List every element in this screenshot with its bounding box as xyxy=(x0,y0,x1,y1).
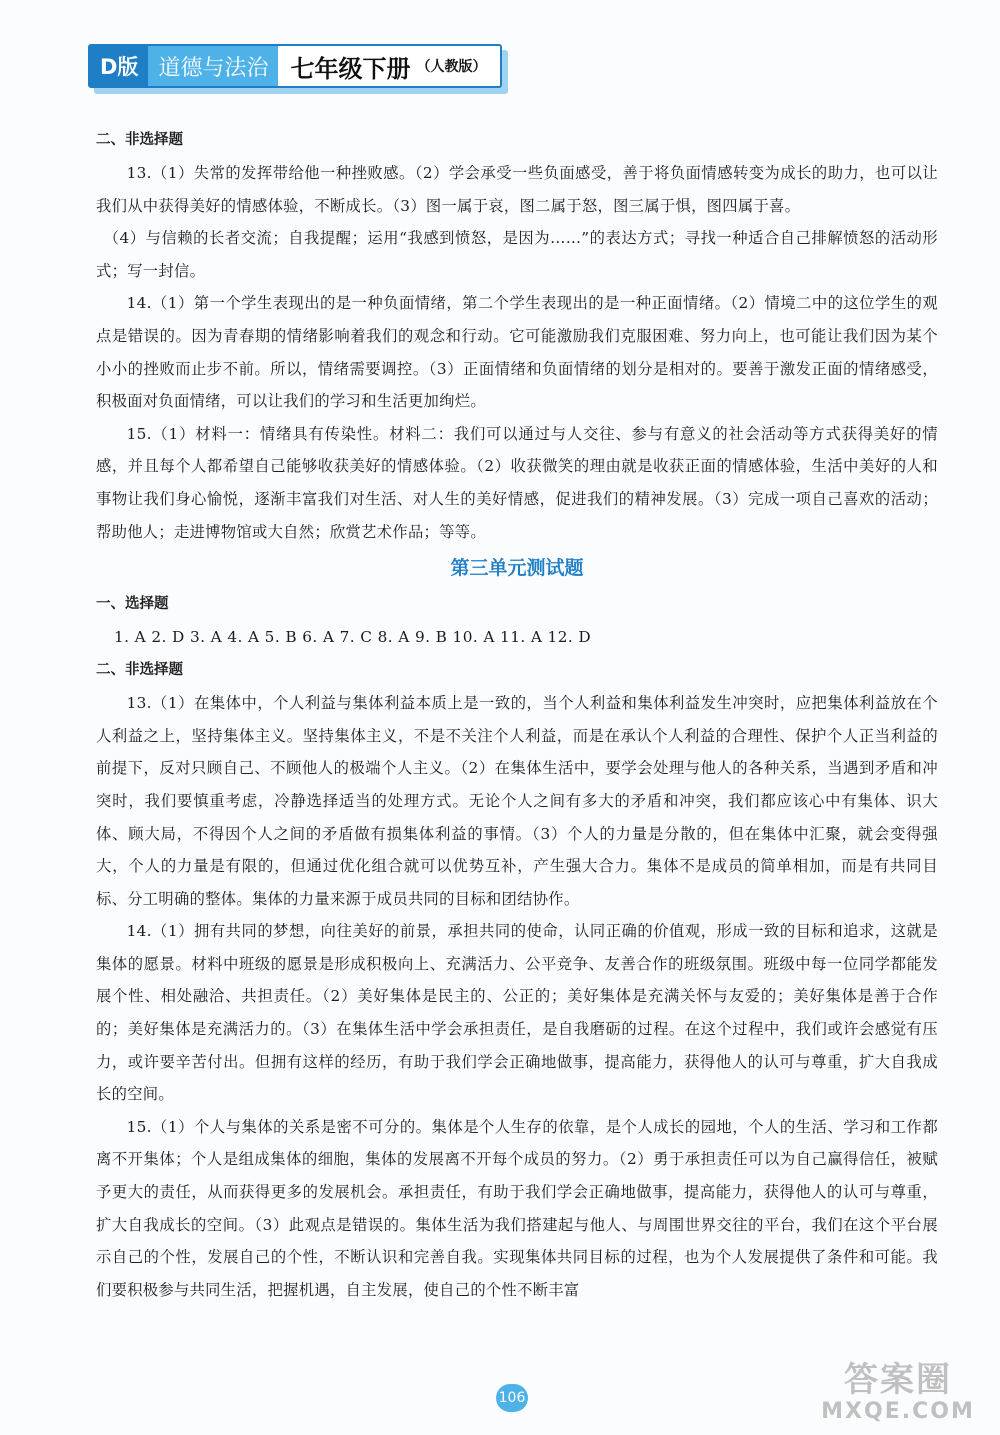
publisher-label: （人教版） xyxy=(416,59,487,75)
answer-paragraph: 14.（1）拥有共同的梦想，向往美好的前景，承担共同的使命，认同正确的价值观，形成一致的目标和追求，这就是集体的愿景。材料中班级的愿景是形成积极向上、充满活力、公平竞争、友善合作的班级氛围。班级中每一位同学都能发展个性、相处融洽、共担责任。（2）美好集体是民主的、公正的；美好集体是充满关怀与友爱的；美好集体是善于合作的；美好集体是充满活力的。（3）在集体生活中学会承担责任，是自我磨砺的过程。在这个过程中，我们或许会感觉有压力，或许要辛苦付出。但拥有这样的经历，有助于我们学会正确地做事，提高能力，获得他人的认可与尊重，扩大自我成长的空间。 xyxy=(96,922,938,1104)
answer-paragraph: 14.（1）第一个学生表现出的是一种负面情绪，第二个学生表现出的是一种正面情绪。（2）情境二中的这位学生的观点是错误的。因为青春期的情绪影响着我们的观念和行动。它可能激励我们克服困难、努力向上，也可能让我们因为某个小小的挫败而止步不前。所以，情绪需要调控。（3）正面情绪和负面情绪的划分是相对的。要善于激发正面的情绪感受，积极面对负面情绪，可以让我们的学习和生活更加绚烂。 xyxy=(96,294,938,411)
watermark-logo xyxy=(808,1360,988,1428)
section-heading-choice: 一、选择题 xyxy=(96,596,169,613)
watermark-text: 答案圈 xyxy=(844,1360,952,1400)
section-heading-non-choice-1: 二、非选择题 xyxy=(96,132,183,148)
answer-paragraph: 13.（1）在集体中，个人利益与集体利益本质上是一致的，当个人利益和集体利益发生冲突时，应把集体利益放在个人利益之上，坚持集体主义。坚持集体主义，不是不关注个人利益，而是在承认个人利益的合理性、保护个人正当利益的前提下，反对只顾自己、不顾他人的极端个人主义。（2）在集体生活中，要学会处理与他人的各种关系，当遇到矛盾和冲突时，我们要慎重考虑，冷静选择适当的处理方式。无论个人之间有多大的矛盾和冲突，我们都应该心中有集体、识大体、顾大局，不得因个人之间的矛盾做有损集体利益的事情。（3）个人的力量是分散的，但在集体中汇聚，就会变得强大，个人的力量是有限的，但通过优化组合就可以优势互补，产生强大合力。集体不是成员的简单相加，而是有共同目标、分工明确的整体。集体的力量来源于成员共同的目标和团结协作。 xyxy=(96,694,938,908)
answer-paragraph: 15.（1）材料一：情绪具有传染性。材料二：我们可以通过与人交往、参与有意义的社会活动等方式获得美好的情感，并且每个人都希望自己能够收获美好的情感体验。（2）收获微笑的理由就是收获正面的情感体验，生活中美好的人和事物让我们身心愉悦，逐渐丰富我们对生活、对人生的美好情感，促进我们的精神发展。（3）完成一项自己喜欢的活动；帮助他人；走进博物馆或大自然；欣赏艺术作品；等等。 xyxy=(96,424,938,541)
grade-title: 七年级下册 xyxy=(290,54,411,83)
header-banner xyxy=(88,44,502,88)
answer-paragraph: 15.（1）个人与集体的关系是密不可分的。集体是个人生存的依靠，是个人成长的园地，个人的生活、学习和工作都离不开集体；个人是组成集体的细胞，集体的发展离不开每个成员的努力。（2）勇于承担责任可以为自己赢得信任，被赋予更大的责任，从而获得更多的发展机会。承担责任，有助于我们学会正确地做事，提高能力，获得他人的认可与尊重，扩大自我成长的空间。（3）此观点是错误的。集体生活为我们搭建起与他人、与周围世界交往的平台，我们在这个平台展示自己的个性，发展自己的个性，不断认识和完善自我。实现集体共同目标的过程，也为个人发展提供了条件和可能。我们要积极参与共同生活，把握机遇，自主发展，使自己的个性不断丰富 xyxy=(96,1117,938,1299)
subject-label: 道德与法治 xyxy=(148,46,278,86)
choice-answers: 1. A 2. D 3. A 4. A 5. B 6. A 7. C 8. A 9. B 10. A 11. A 12. D xyxy=(114,628,592,647)
answer-paragraph: 13.（1）失常的发挥带给他一种挫败感。（2）学会承受一些负面感受，善于将负面情感转变为成长的助力，也可以让我们从中获得美好的情感体验，不断成长。（3）图一属于哀，图二属于怒，图三属于惧，图四属于喜。 xyxy=(96,164,938,215)
answer-content xyxy=(96,124,938,1306)
section-heading-non-choice-2: 二、非选择题 xyxy=(96,662,183,679)
page-number: 106 xyxy=(496,1384,528,1412)
answer-paragraph: （4）与信赖的长者交流；自我提醒；运用“我感到愤怒，是因为……”的表达方式；寻找一种适合自己排解愤怒的活动形式；写一封信。 xyxy=(96,229,938,280)
edition-badge: D版 xyxy=(90,46,148,86)
unit-title: 第三单元测试题 xyxy=(450,557,584,580)
watermark-url: MXQE.COM xyxy=(821,1399,975,1424)
